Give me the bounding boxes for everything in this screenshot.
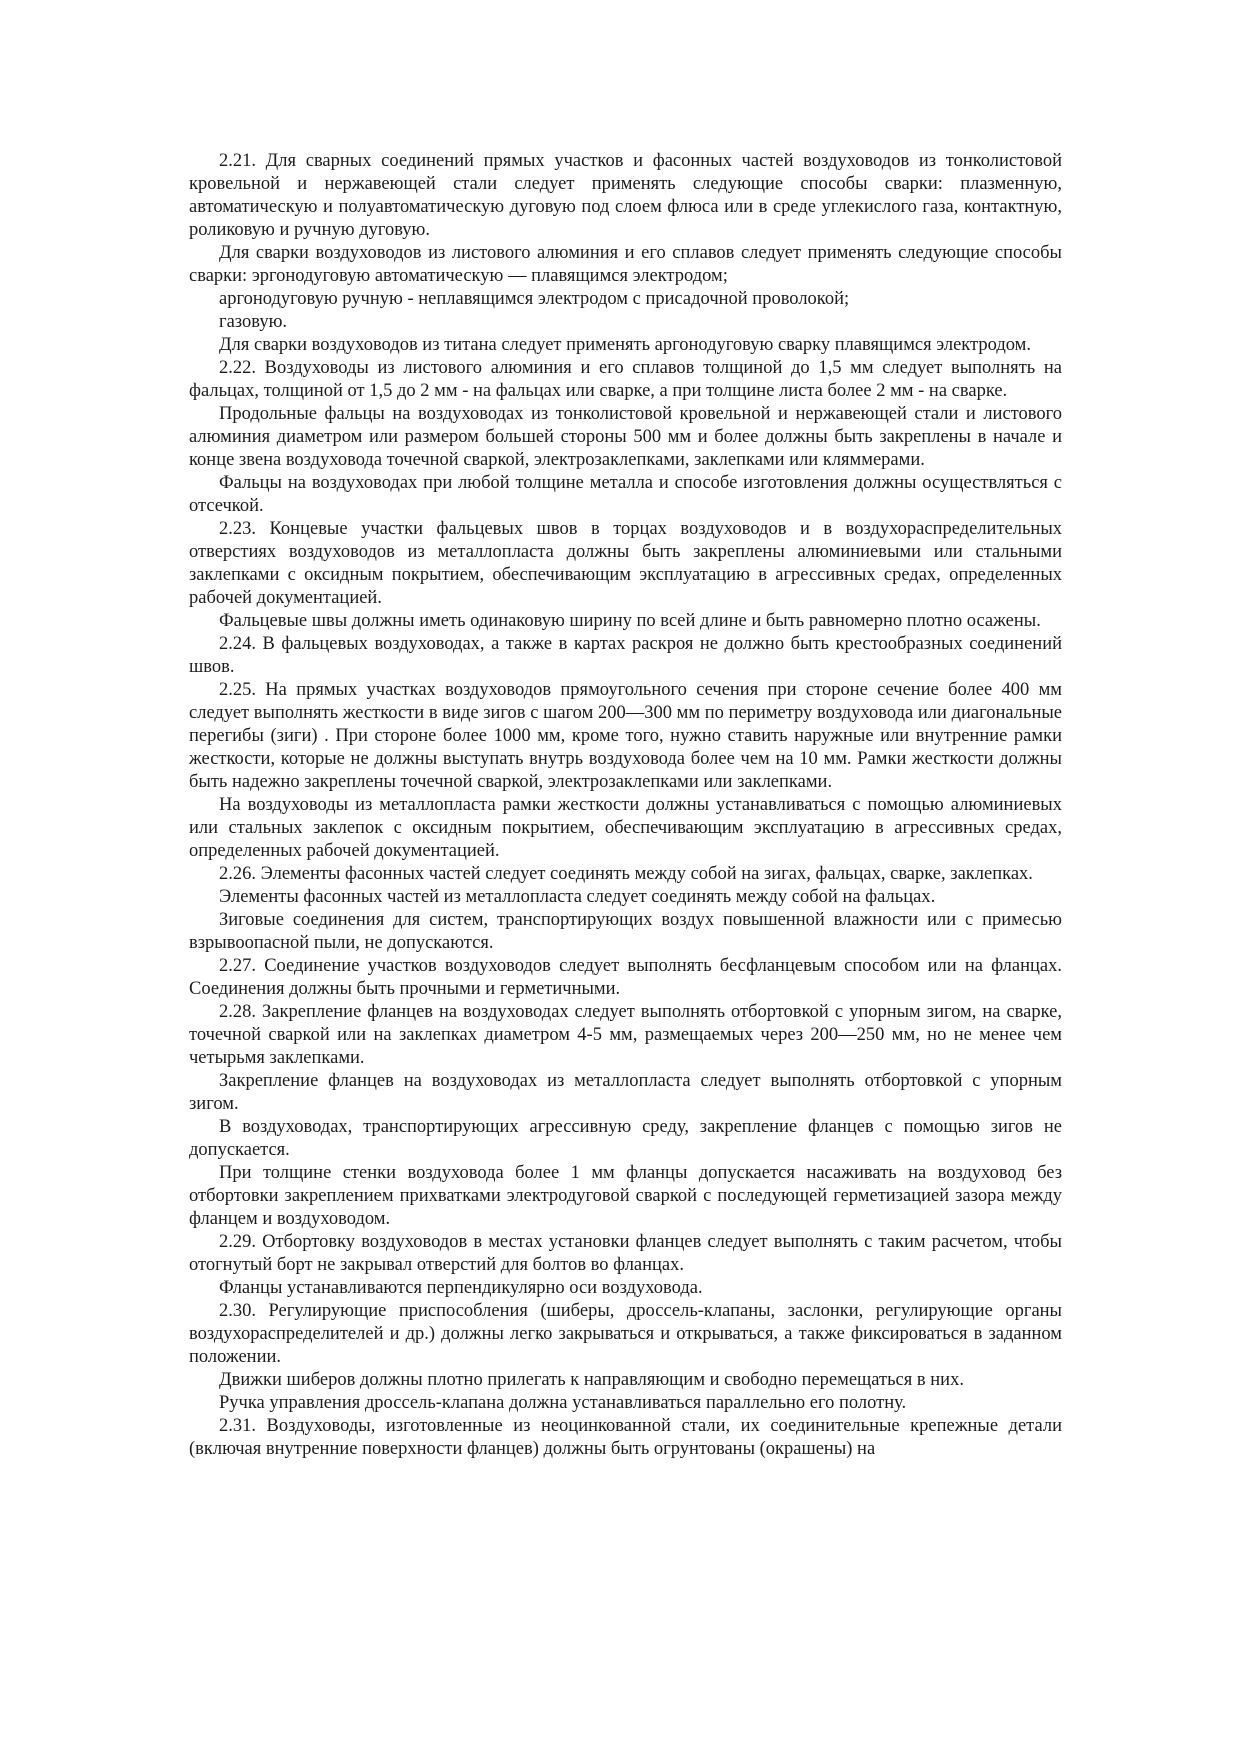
paragraph-metalloplast-flanges: Закрепление фланцев на воздуховодах из металлопласта следует выполнять отбортовкой с упорным зигом.	[189, 1071, 1062, 1114]
paragraph-seam-cutoff: Фальцы на воздуховодах при любой толщине металла и способе изготовления должны осуществляться с отсечкой.	[189, 473, 1062, 516]
paragraph-2-31: 2.31. Воздуховоды, изготовленные из неоцинкованной стали, их соединительные крепежные детали (включая внутренние поверхности фланцев) должны быть огрунтованы (окрашены) на	[189, 1416, 1062, 1459]
paragraph-zig-joints: Зиговые соединения для систем, транспортирующих воздух повышенной влажности или с примесью взрывоопасной пыли, не допускаются.	[189, 910, 1062, 953]
paragraph-2-27: 2.27. Соединение участков воздуховодов следует выполнять бесфланцевым способом или на фланцах. Соединения должны быть прочными и герметичными.	[189, 956, 1062, 999]
paragraph-gas: газовую.	[219, 312, 288, 332]
paragraph-aggressive-medium: В воздуховодах, транспортирующих агрессивную среду, закрепление фланцев с помощью зигов не допускается.	[189, 1117, 1062, 1160]
paragraph-aluminium-welding: Для сварки воздуховодов из листового алюминия и его сплавов следует применять следующие способы сварки: эргонодуговую автоматическую — плавящимся электродом;	[189, 243, 1062, 286]
paragraph-seam-width: Фальцевые швы должны иметь одинаковую ширину по всей длине и быть равномерно плотно осажены.	[219, 611, 1041, 631]
paragraph-2-24: 2.24. В фальцевых воздуховодах, а также в картах раскроя не должно быть крестообразных соединений швов.	[189, 634, 1062, 677]
paragraph-2-22: 2.22. Воздуховоды из листового алюминия и его сплавов толщиной до 1,5 мм следует выполнять на фальцах, толщиной от 1,5 до 2 мм - на фальцах или сварке, а при толщине листа более 2 мм - на сварке.	[189, 358, 1062, 401]
paragraph-2-23: 2.23. Концевые участки фальцевых швов в торцах воздуховодов и в воздухораспределительных отверстиях воздуховодов из металлопласта должны быть закреплены алюминиевыми или стальными заклепками с оксидным покрытием, обеспечивающим эксплуатацию в агрессивных средах, определенных рабочей документацией.	[189, 519, 1062, 608]
paragraph-2-29: 2.29. Отбортовку воздуховодов в местах установки фланцев следует выполнять с таким расчетом, чтобы отогнутый борт не закрывал отверстий для болтов во фланцах.	[189, 1232, 1062, 1275]
paragraph-titanium: Для сварки воздуховодов из титана следует применять аргонодуговую сварку плавящимся электродом.	[219, 335, 1031, 355]
paragraph-2-21: 2.21. Для сварных соединений прямых участков и фасонных частей воздуховодов из тонколистовой кровельной и нержавеющей стали следует применять следующие способы сварки: плазменную, автоматическую и полуавтоматическую дуговую под слоем флюса или в среде углекислого газа, контактную, роликовую и ручную дуговую.	[189, 151, 1062, 240]
paragraph-2-28: 2.28. Закрепление фланцев на воздуховодах следует выполнять отбортовкой с упорным зигом, на сварке, точечной сваркой или на заклепках диаметром 4-5 мм, размещаемых через 200—250 мм, но не менее чем четырьмя заклепками.	[189, 1002, 1062, 1068]
paragraph-2-25: 2.25. На прямых участках воздуховодов прямоугольного сечения при стороне сечение более 400 мм следует выполнять жесткости в виде зигов с шагом 200—300 мм по периметру воздуховода или диагональные перегибы (зиги) . При стороне более 1000 мм, кроме того, нужно ставить наружные или внутренние рамки жесткости, которые не должны выступать внутрь воздуховода более чем на 10 мм. Рамки жесткости должны быть надежно закреплены точечной сваркой, электрозаклепками или заклепками.	[189, 680, 1062, 792]
paragraph-metalloplast-fittings: Элементы фасонных частей из металлопласта следует соединять между собой на фальцах.	[219, 887, 936, 907]
paragraph-flange-perpendicular: Фланцы устанавливаются перпендикулярно оси воздуховода.	[219, 1278, 703, 1298]
paragraph-longitudinal-seams: Продольные фальцы на воздуховодах из тонколистовой кровельной и нержавеющей стали и листового алюминия диаметром или размером большей стороны 500 мм и более должны быть закреплены в начале и конце звена воздуховода точечной сваркой, электрозаклепками, заклепками или кляммерами.	[189, 404, 1062, 470]
paragraph-metalloplast-frames: На воздуховоды из металлопласта рамки жесткости должны устанавливаться с помощью алюминиевых или стальных заклепок с оксидным покрытием, обеспечивающим эксплуатацию в агрессивных средах, определенных рабочей документацией.	[189, 795, 1062, 861]
document-body	[189, 150, 1062, 1461]
paragraph-wall-thickness: При толщине стенки воздуховода более 1 мм фланцы допускается насаживать на воздуховод без отбортовки закреплением прихватками электродуговой сваркой с последующей герметизацией зазора между фланцем и воздуховодом.	[189, 1163, 1062, 1229]
paragraph-gate-sliders: Движки шиберов должны плотно прилегать к направляющим и свободно перемещаться в них.	[219, 1370, 964, 1390]
paragraph-2-26: 2.26. Элементы фасонных частей следует соединять между собой на зигах, фальцах, сварке, заклепках.	[219, 864, 1033, 884]
paragraph-argon-manual: аргонодуговую ручную - неплавящимся электродом с присадочной проволокой;	[219, 289, 850, 309]
paragraph-2-30: 2.30. Регулирующие приспособления (шиберы, дроссель-клапаны, заслонки, регулирующие органы воздухораспределителей и др.) должны легко закрываться и открываться, а также фиксироваться в заданном положении.	[189, 1301, 1062, 1367]
paragraph-damper-handle: Ручка управления дроссель-клапана должна устанавливаться параллельно его полотну.	[219, 1393, 907, 1413]
